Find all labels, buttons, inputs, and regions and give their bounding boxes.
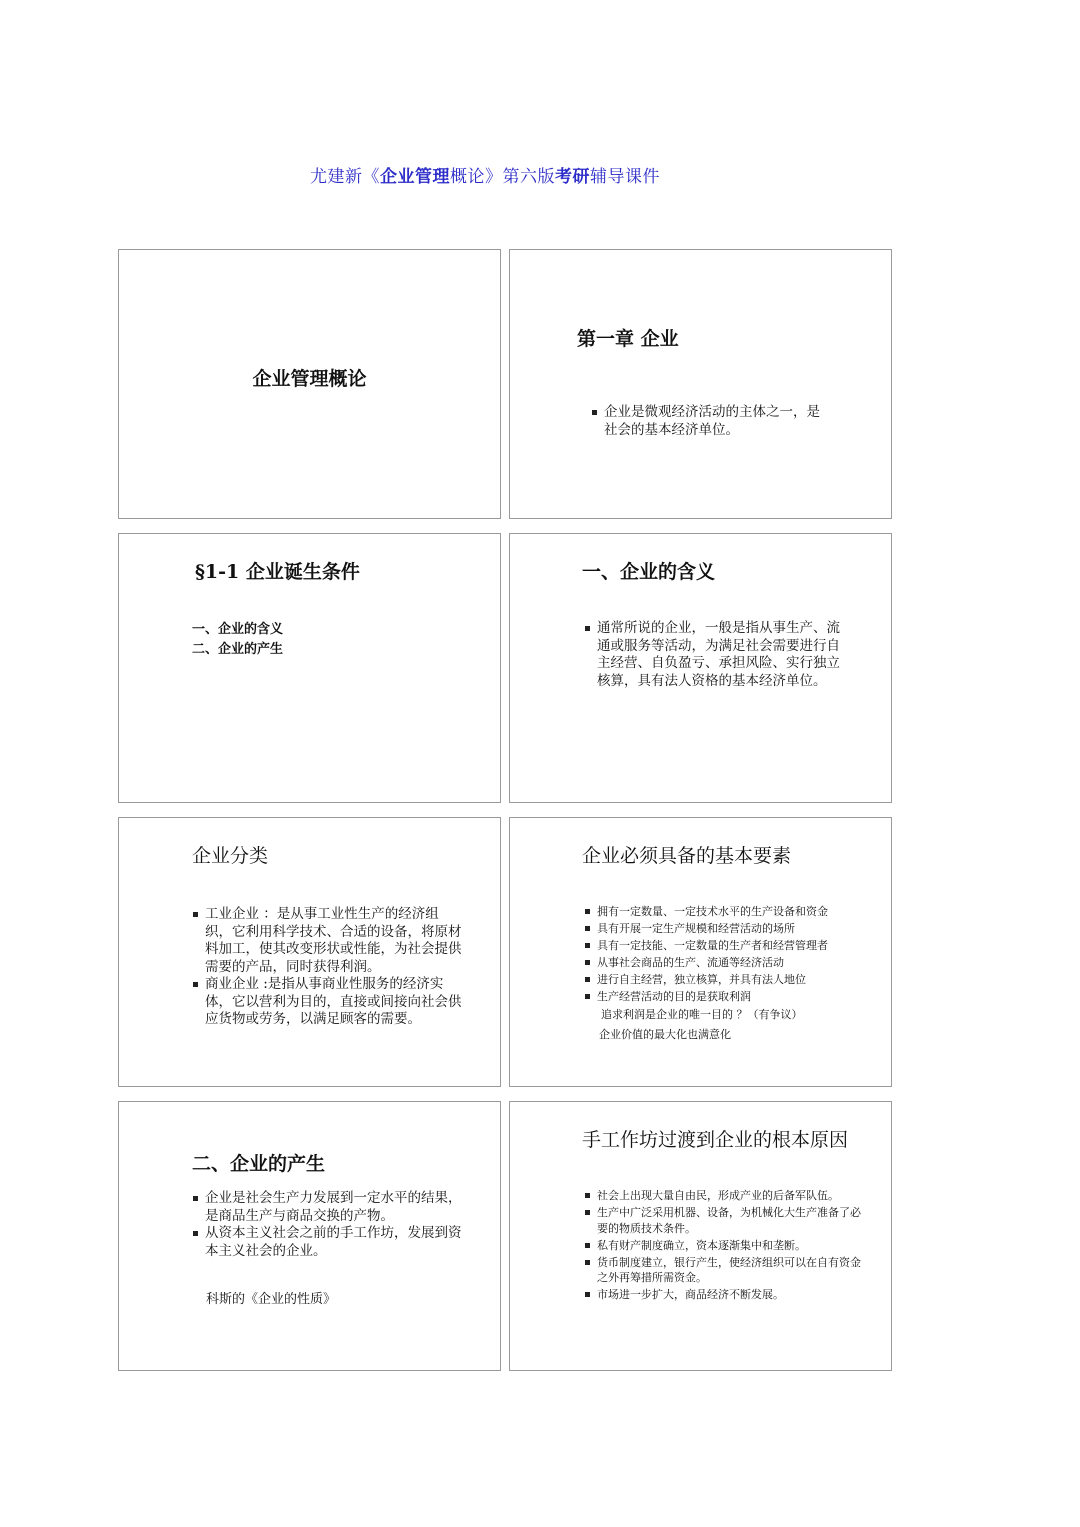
slide-2	[509, 249, 892, 519]
bullet-item: 企业是微观经济活动的主体之一，是社会的基本经济单位。	[592, 404, 832, 439]
header-part5: 辅导课件	[590, 167, 660, 187]
slide-6	[509, 817, 892, 1087]
bullet-item: 货币制度建立，银行产生，使经济组织可以在自有资金之外再筹措所需资金。	[585, 1255, 865, 1286]
bullet-item: 私有财产制度确立，资本逐渐集中和垄断。	[585, 1238, 865, 1254]
bullet-list	[193, 1190, 465, 1260]
header-part1: 尤建新《	[310, 167, 380, 187]
slide-title: 企业必须具备的基本要素	[582, 845, 792, 867]
slide-8	[509, 1101, 892, 1371]
bullet-list	[193, 906, 465, 1029]
page-header	[0, 162, 970, 187]
note-text: 科斯的《企业的性质》	[206, 1292, 337, 1307]
header-part3: 概论》第六版	[450, 167, 555, 187]
bullet-list	[585, 620, 850, 690]
slide-title: 企业管理概论	[252, 368, 367, 390]
bullet-item: 企业是社会生产力发展到一定水平的结果，是商品生产与商品交换的产物。	[193, 1190, 465, 1225]
bullet-list	[592, 404, 832, 439]
bullet-item: 工业企业 ：是从事工业性生产的经济组织，它利用科学技术、合适的设备，将原材料加工，使其改变形状或性能，为社会提供需要的产品，同时获得利润。	[193, 906, 465, 976]
bullet-item: 通常所说的企业，一般是指从事生产、流通或服务等活动，为满足社会需要进行自主经营、自负盈亏、承担风险、实行独立核算，具有法人资格的基本经济单位。	[585, 620, 850, 690]
note-text: 追求利润是企业的唯一目的 ？（有争议）	[601, 1008, 803, 1021]
header-part2: 企业管理	[380, 167, 450, 187]
bullet-item: 市场进一步扩大，商品经济不断发展。	[585, 1287, 865, 1303]
slide-title: 企业分类	[192, 845, 269, 867]
bullet-list	[585, 904, 875, 1006]
slide-7	[118, 1101, 501, 1371]
slide-title: 手工作坊过渡到企业的根本原因	[582, 1129, 849, 1151]
slide-title: §1-1 企业诞生条件	[195, 561, 360, 583]
header-part4: 考研	[555, 167, 590, 187]
bullet-item: 具有开展一定生产规模和经营活动的场所	[585, 921, 875, 937]
slide-5	[118, 817, 501, 1087]
slide-title: 二、企业的产生	[192, 1153, 326, 1175]
slide-title: 第一章 企业	[577, 328, 679, 350]
slide-title: 一、企业的含义	[582, 561, 716, 583]
bullet-item: 从事社会商品的生产、流通等经济活动	[585, 955, 875, 971]
bullet-item: 生产中广泛采用机器、设备，为机械化大生产准备了必要的物质技术条件。	[585, 1205, 865, 1236]
section-item: 二、企业的产生	[192, 642, 284, 657]
bullet-item: 具有一定技能、一定数量的生产者和经营管理者	[585, 938, 875, 954]
slide-3	[118, 533, 501, 803]
bullet-list	[585, 1188, 865, 1304]
note-text: 企业价值的最大化也满意化	[599, 1028, 731, 1041]
bullet-item: 拥有一定数量、一定技术水平的生产设备和资金	[585, 904, 875, 920]
slide-4	[509, 533, 892, 803]
slide-1	[118, 249, 501, 519]
section-item: 一、企业的含义	[192, 622, 284, 637]
bullet-item: 从资本主义社会之前的手工作坊，发展到资本主义社会的企业。	[193, 1225, 465, 1260]
bullet-item: 社会上出现大量自由民，形成产业的后备军队伍。	[585, 1188, 865, 1204]
bullet-item: 生产经营活动的目的是获取利润	[585, 989, 875, 1005]
bullet-item: 商业企业 :是指从事商业性服务的经济实体，它以营利为目的，直接或间接向社会供应货物或劳务，以满足顾客的需要。	[193, 976, 465, 1029]
bullet-item: 进行自主经营，独立核算，并具有法人地位	[585, 972, 875, 988]
